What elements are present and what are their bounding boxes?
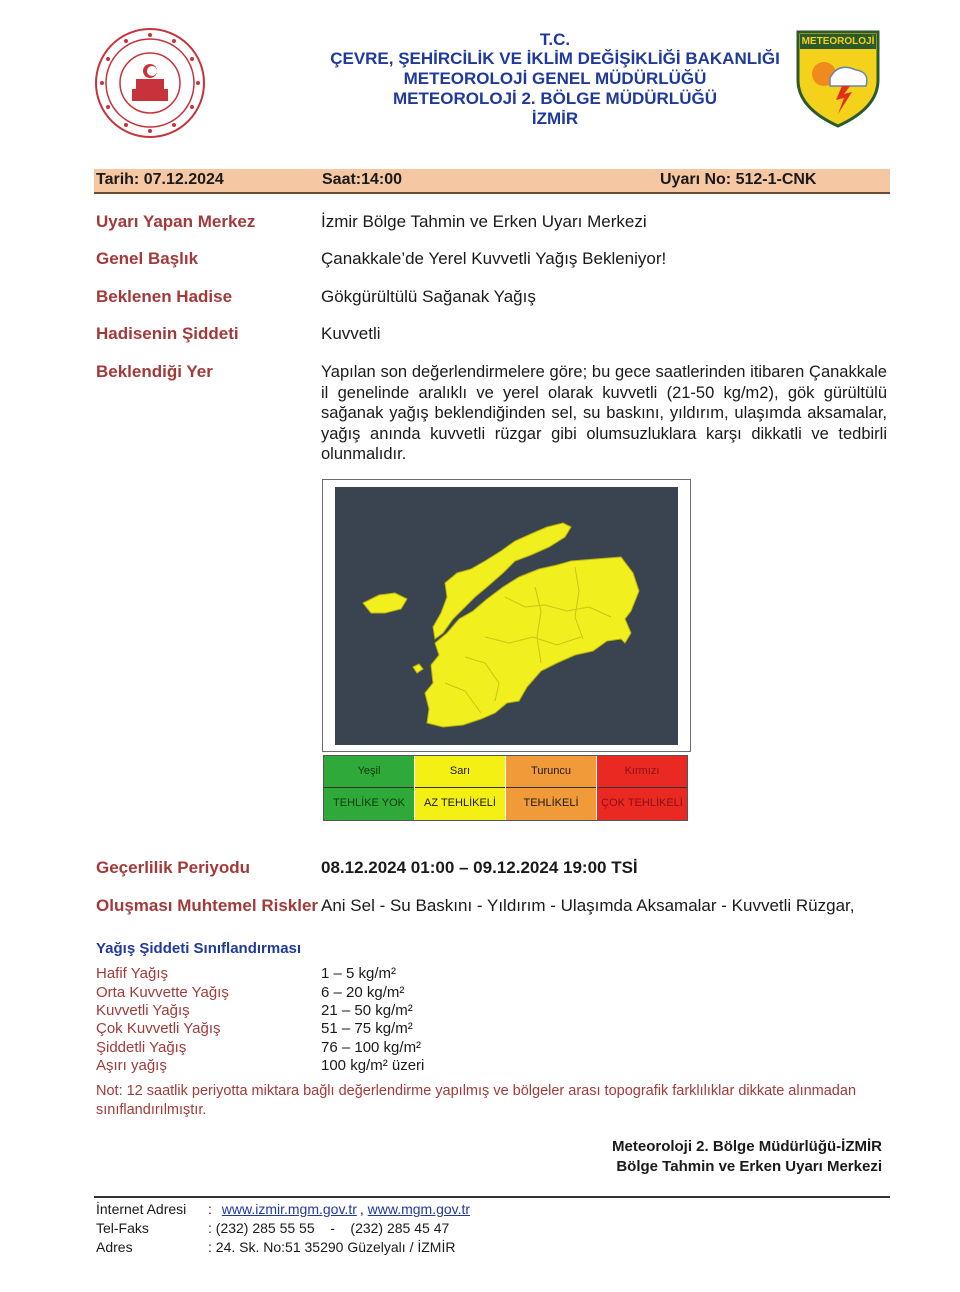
footer-internet-row	[208, 1201, 470, 1217]
footer-divider	[94, 1196, 890, 1198]
class-name-severe: Şiddetli Yağış	[96, 1039, 187, 1056]
footer-address-label: Adres	[96, 1239, 133, 1255]
class-range-light: 1 – 5 kg/m²	[321, 965, 397, 982]
legend-orange-color: Turuncu	[531, 765, 571, 777]
legend-yellow	[415, 756, 505, 820]
canakkale-province-map	[335, 487, 678, 745]
footer-link-mgm[interactable]: www.mgm.gov.tr	[367, 1201, 471, 1217]
footer-internet-sep: :	[208, 1201, 212, 1217]
legend-yellow-level: AZ TEHLİKELİ	[424, 797, 496, 809]
header-region: METEOROLOJİ 2. BÖLGE MÜDÜRLÜĞÜ	[393, 89, 717, 108]
risks-label: Oluşması Muhtemel Riskler	[96, 896, 319, 915]
legend-red-color: Kırmızı	[624, 765, 660, 777]
class-name-light: Hafif Yağış	[96, 965, 168, 982]
legend-red-level: ÇOK TEHLİKELİ	[601, 797, 683, 809]
classification-note: Not: 12 saatlik periyotta miktara bağlı değerlendirme yapılmış ve bölgeler arası topografik farklılıklar dikkate alınmadan sınıflandırılmıştır.	[96, 1083, 857, 1118]
footer-link-izmir[interactable]: www.izmir.mgm.gov.tr	[221, 1201, 357, 1217]
class-range-moderate: 6 – 20 kg/m²	[321, 984, 405, 1001]
classification-title: Yağış Şiddeti Sınıflandırması	[96, 940, 302, 957]
footer-telfax-label: Tel-Faks	[96, 1220, 149, 1236]
ministry-seal-logo	[94, 27, 206, 139]
map-region-bozcaada	[413, 664, 423, 673]
info-bar	[94, 169, 890, 194]
legend-green-level: TEHLİKE YOK	[333, 797, 405, 809]
time-text: Saat:14:00	[322, 171, 403, 188]
footer-internet-label: İnternet Adresi	[96, 1201, 187, 1217]
class-range-very-strong: 51 – 75 kg/m²	[321, 1020, 413, 1037]
meteoroloji-logo-text: METEOROLOJİ	[801, 36, 875, 47]
field-label-event: Beklenen Hadise	[96, 287, 233, 306]
legend-yellow-color: Sarı	[449, 765, 471, 777]
class-name-extreme: Aşırı yağış	[96, 1057, 167, 1074]
validity-label: Geçerlilik Periyodu	[96, 858, 251, 877]
field-value-event: Gökgürültülü Sağanak Yağış	[321, 287, 536, 306]
warning-map	[322, 479, 691, 752]
field-value-title: Çanakkale’de Yerel Kuvvetli Yağış Bekleniyor!	[321, 249, 667, 268]
meteoroloji-logo	[794, 28, 882, 128]
header-city: İZMİR	[531, 109, 579, 128]
class-range-strong: 21 – 50 kg/m²	[321, 1002, 413, 1019]
field-value-location: Yapılan son değerlendirmelere göre; bu gece saatlerinden itibaren Çanakkale il genelinde aralıklı ve yerel olarak kuvvetli (21-50 kg/m2), gök gürültülü sağanak yağış beklendiğinden sel, su baskını, yıldırım, ulaşımda aksamalar, yağış anında kuvvetli rüzgar gibi olumsuzluklara karşı dikkatli ve tedbirli olunmalıdır.	[321, 363, 887, 463]
class-name-very-strong: Çok Kuvvetli Yağış	[96, 1020, 221, 1037]
risks-value: Ani Sel - Su Baskını - Yıldırım - Ulaşımda Aksamalar - Kuvvetli Rüzgar,	[321, 896, 855, 915]
map-region-gokceada	[363, 593, 407, 613]
field-label-center: Uyarı Yapan Merkez	[96, 212, 256, 231]
signature-line-2: Bölge Tahmin ve Erken Uyarı Merkezi	[616, 1158, 882, 1175]
field-value-center: İzmir Bölge Tahmin ve Erken Uyarı Merkezi	[321, 212, 647, 231]
legend-orange	[506, 756, 596, 820]
header-directorate: METEOROLOJİ GENEL MÜDÜRLÜĞÜ	[403, 69, 707, 88]
hazard-legend	[323, 755, 688, 821]
date-text: Tarih: 07.12.2024	[96, 171, 224, 188]
validity-value: 08.12.2024 01:00 – 09.12.2024 19:00 TSİ	[321, 858, 638, 877]
class-range-severe: 76 – 100 kg/m²	[321, 1039, 422, 1056]
map-sea	[335, 487, 678, 745]
signature-line-1: Meteoroloji 2. Bölge Müdürlüğü-İZMİR	[612, 1138, 882, 1155]
field-value-severity: Kuvvetli	[321, 324, 381, 343]
field-label-title: Genel Başlık	[96, 249, 199, 268]
header-tc: T.C.	[539, 30, 571, 49]
legend-orange-level: TEHLİKELİ	[523, 797, 579, 809]
legend-green-color: Yeşil	[357, 765, 381, 777]
warning-number: Uyarı No: 512-1-CNK	[660, 171, 817, 188]
field-label-location: Beklendiği Yer	[96, 362, 213, 381]
header-ministry: ÇEVRE, ŞEHİRCİLİK VE İKLİM DEĞİŞİKLİĞİ BAKANLIĞI	[330, 49, 780, 68]
footer-url-comma: ,	[359, 1201, 364, 1217]
legend-green	[324, 756, 414, 820]
footer-address-value: : 24. Sk. No:51 35290 Güzelyalı / İZMİR	[208, 1239, 456, 1255]
class-range-extreme: 100 kg/m² üzeri	[321, 1057, 425, 1074]
class-name-moderate: Orta Kuvvette Yağış	[96, 984, 229, 1001]
footer-telfax-value: : (232) 285 55 55 - (232) 285 45 47	[208, 1220, 450, 1236]
legend-red	[597, 756, 687, 820]
field-label-severity: Hadisenin Şiddeti	[96, 324, 239, 343]
class-name-strong: Kuvvetli Yağış	[96, 1002, 190, 1019]
